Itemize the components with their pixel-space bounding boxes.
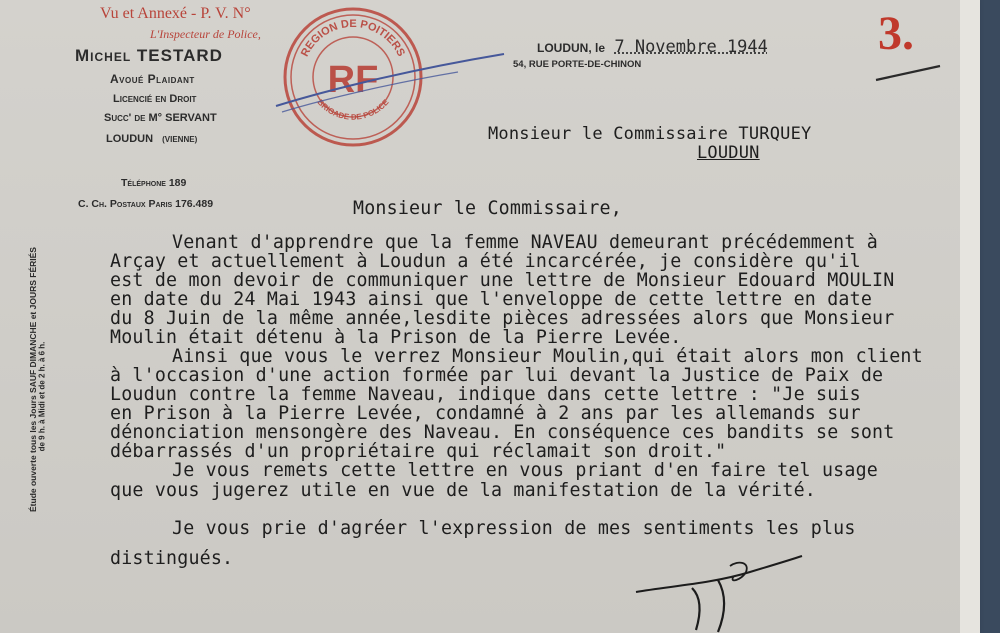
lawyer-name: Michel TESTARD [75,46,223,65]
office-hours-side-text-2: de 9 h. à Midi et de 2 h. à 6 h. [37,341,47,452]
salutation: Monsieur le Commissaire, [353,198,622,219]
body-line: Arçay et actuellement à Loudun a été incarcérée, je considère qu'il [110,251,861,272]
lawyer-successor: Succ' de M° SERVANT [104,112,217,124]
body-line: débarrassés d'un propriétaire qui réclamait son droit." [110,441,727,462]
body-line: à l'occasion d'une action formée par lui devant la Justice de Paix de [110,365,884,386]
body-line: que vous jugerez utile en vue de la manifestation de la vérité. [110,480,816,501]
seal-center-text: RF [327,59,379,101]
body-line: Ainsi que vous le verrez Monsieur Moulin,qui était alors mon client [172,346,923,367]
body-line: du 8 Juin de la même année,lesdite pièces adressées alors que Monsieur [110,308,895,329]
body-line: Moulin était détenu à la Prison de la Pierre Levée. [110,327,682,348]
page-number: 3. [878,7,914,60]
office-hours-side-text: Étude ouverte tous les Jours SAUF DIMANCHE et JOURS FÉRIÉS [28,247,38,512]
inspector-line: L'Inspecteur de Police, [150,27,261,41]
date-line [537,37,768,57]
body-line: est de mon devoir de communiquer une lettre de Monsieur Edouard MOULIN [110,270,895,291]
stamp-line: Vu et Annexé - P. V. N° [100,5,251,22]
body-line: en Prison à la Pierre Levée, condamné à 2 ans par les allemands sur [110,403,861,424]
body-line: Venant d'apprendre que la femme NAVEAU demeurant précédemment à [172,232,878,253]
pen-strike-mark [268,42,508,122]
closing-line: Je vous prie d'agréer l'expression de mes sentiments les plus [172,518,856,539]
city-name: LOUDUN [106,133,154,145]
paper-edge [960,0,980,633]
recipient-line-2: LOUDUN [697,143,760,163]
lawyer-title: Avoué Plaidant [110,72,195,86]
postal-account: C. Ch. Postaux Paris 176.489 [78,198,214,210]
body-line: dénonciation mensongère des Naveau. En conséquence ces bandits se sont [110,422,895,443]
body-line: Je vous remets cette lettre en vous priant d'en faire tel usage [172,460,878,481]
body-line: en date du 24 Mai 1943 ainsi que l'enveloppe de cette lettre en date [110,289,873,310]
lawyer-degree: Licencié en Droit [113,93,197,105]
page-number-underline [874,60,944,84]
date-place: LOUDUN, le [537,41,606,55]
body-line: Loudun contre la femme Naveau, indique dans cette lettre : "Je suis [110,384,861,405]
seal-bottom-text: BRIGADE DE POLICE [315,97,391,122]
region-name: (VIENNE) [162,135,198,144]
closing-line: distingués. [110,548,234,569]
letter-date: 7 Novembre 1944 [614,37,768,57]
seal-top-text: REGION DE POITIERS [298,17,408,59]
handwritten-signature [630,550,810,633]
recipient-line-1: Monsieur le Commissaire TURQUEY [488,124,812,144]
telephone: Téléphone 189 [121,177,187,189]
office-address: 54, RUE PORTE-DE-CHINON [513,59,642,70]
lawyer-city [106,133,197,145]
